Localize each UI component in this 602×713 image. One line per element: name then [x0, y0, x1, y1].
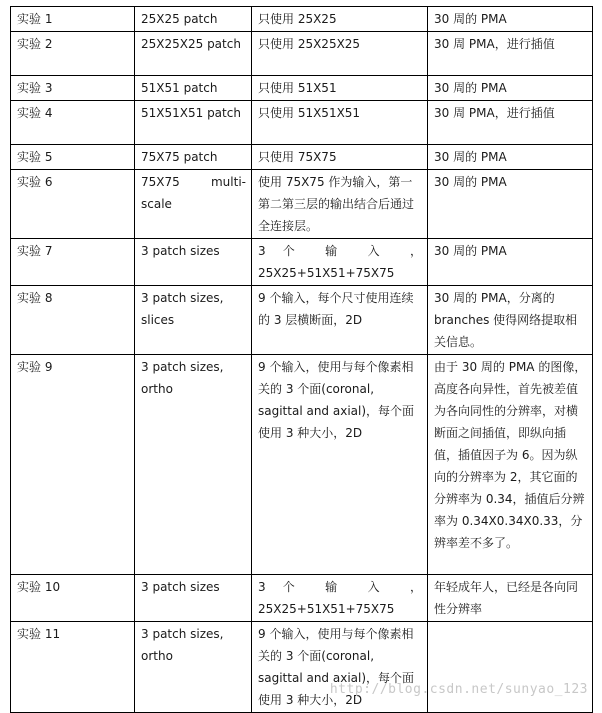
- table-row: [11, 170, 593, 239]
- data-cell: 30 周的 PMA: [428, 170, 593, 239]
- data-cell: 30 周的 PMA: [428, 145, 593, 170]
- experiment-cell: 实验 11: [11, 622, 135, 713]
- experiment-cell: 实验 1: [11, 7, 135, 32]
- input-cell: 只使用 51X51: [252, 76, 428, 101]
- data-cell: 30 周的 PMA: [428, 76, 593, 101]
- data-cell: 30 周 PMA，进行插值: [428, 32, 593, 76]
- table-row: [11, 7, 593, 32]
- input-cell: 9 个输入，使用与每个像素相关的 3 个面(coronal, sagittal and axial)，每个面使用 3 种大小，2D: [252, 622, 428, 713]
- patch-cell: 3 patch sizes, ortho: [135, 622, 252, 713]
- patch-cell: 3 patch sizes, ortho: [135, 355, 252, 575]
- input-cell: 只使用 25X25: [252, 7, 428, 32]
- input-cell: 只使用 25X25X25: [252, 32, 428, 76]
- input-cell: 9 个输入，每个尺寸使用连续的 3 层横断面，2D: [252, 286, 428, 355]
- table-row: [11, 101, 593, 145]
- patch-cell: 25X25 patch: [135, 7, 252, 32]
- data-cell: 由于 30 周的 PMA 的图像，高度各向异性，首先被差值为各向同性的分辨率，对横断面之间插值，即纵向插值，插值因子为 6。因为纵向的分辨率为 2，其它面的分辨率为 0.34，插值后分辨率为 0.34X0.34X0.33，分辨率差不多了。: [428, 355, 593, 575]
- input-cell: 3 个 输 入 ，25X25+51X51+75X75: [252, 575, 428, 622]
- table-row: [11, 575, 593, 622]
- table-row: [11, 286, 593, 355]
- patch-cell: 25X25X25 patch: [135, 32, 252, 76]
- table-row: [11, 145, 593, 170]
- data-cell: 年轻成年人，已经是各向同性分辨率: [428, 575, 593, 622]
- input-cell: 3 个 输 入 ，25X25+51X51+75X75: [252, 239, 428, 286]
- experiment-cell: 实验 7: [11, 239, 135, 286]
- table-row: [11, 622, 593, 713]
- input-cell: 使用 75X75 作为输入，第一第二第三层的输出结合后通过全连接层。: [252, 170, 428, 239]
- data-cell: [428, 622, 593, 713]
- patch-cell: 3 patch sizes: [135, 239, 252, 286]
- watermark: http://blog.csdn.net/sunyao_123: [329, 682, 588, 697]
- table-body: [11, 7, 593, 713]
- input-cell: 只使用 51X51X51: [252, 101, 428, 145]
- experiment-table: [10, 6, 593, 713]
- experiment-cell: 实验 10: [11, 575, 135, 622]
- experiment-cell: 实验 6: [11, 170, 135, 239]
- table-row: [11, 239, 593, 286]
- experiment-cell: 实验 4: [11, 101, 135, 145]
- data-cell: 30 周 PMA，进行插值: [428, 101, 593, 145]
- input-cell: 9 个输入，使用与每个像素相关的 3 个面(coronal, sagittal and axial)，每个面使用 3 种大小，2D: [252, 355, 428, 575]
- patch-cell: 51X51X51 patch: [135, 101, 252, 145]
- experiment-cell: 实验 5: [11, 145, 135, 170]
- patch-cell: 75X75 multi-scale: [135, 170, 252, 239]
- data-cell: 30 周的 PMA: [428, 7, 593, 32]
- patch-cell: 51X51 patch: [135, 76, 252, 101]
- experiment-cell: 实验 2: [11, 32, 135, 76]
- table-row: [11, 355, 593, 575]
- data-cell: 30 周的 PMA，分离的 branches 使得网络提取相关信息。: [428, 286, 593, 355]
- table-row: [11, 76, 593, 101]
- experiment-cell: 实验 8: [11, 286, 135, 355]
- experiment-cell: 实验 9: [11, 355, 135, 575]
- table-row: [11, 32, 593, 76]
- experiment-cell: 实验 3: [11, 76, 135, 101]
- patch-cell: 3 patch sizes: [135, 575, 252, 622]
- input-cell: 只使用 75X75: [252, 145, 428, 170]
- data-cell: 30 周的 PMA: [428, 239, 593, 286]
- patch-cell: 75X75 patch: [135, 145, 252, 170]
- patch-cell: 3 patch sizes, slices: [135, 286, 252, 355]
